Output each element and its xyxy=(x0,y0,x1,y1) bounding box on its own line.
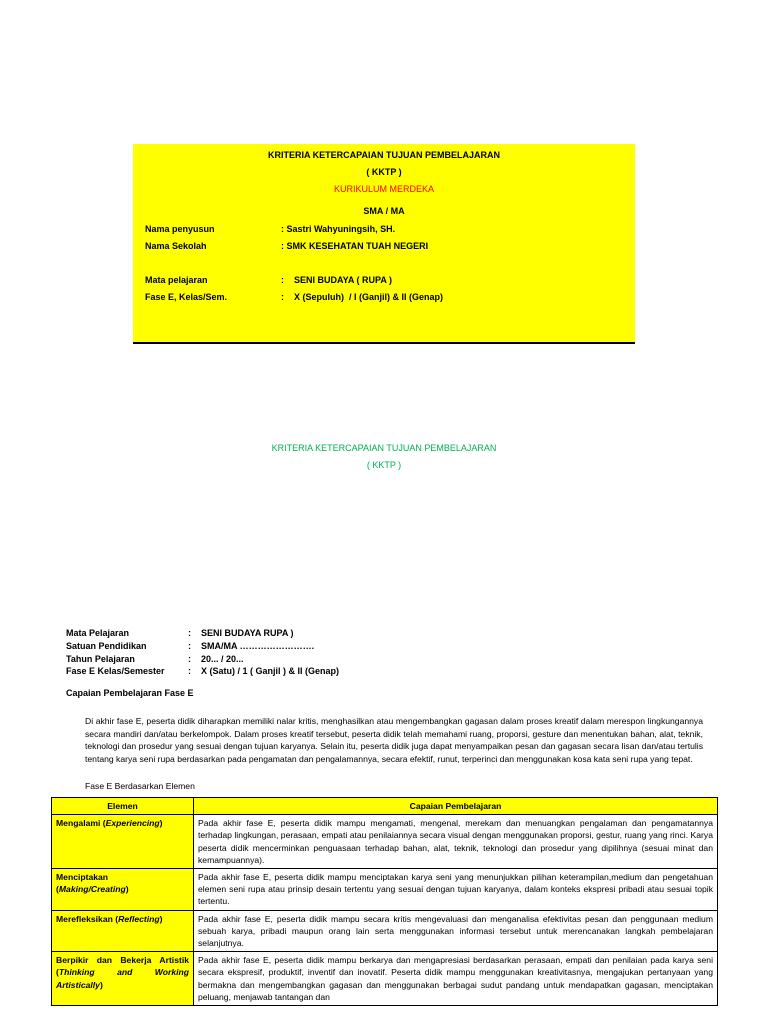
element-name: Mengalami xyxy=(56,818,101,829)
achievement-cell: Pada akhir fase E, peserta didik mampu menciptakan karya seni yang menunjukkan pilihan keterampilan,medium dan pengetahuan elemen seni rupa atau prinsip desain tertentu yang sesuai dengan tujuan karyanya, dalam konteks ekspresi pribadi atau sesuai topik tertentu. xyxy=(194,869,718,911)
table-row xyxy=(52,815,718,869)
meta-key: Fase E Kelas/Semester xyxy=(66,666,165,676)
capaian-subheading: Fase E Berdasarkan Elemen xyxy=(85,781,195,791)
meta-key: Satuan Pendidikan xyxy=(66,641,147,651)
table-header-row xyxy=(52,798,718,815)
section-abbr: ( KKTP ) xyxy=(366,460,402,470)
cover-subject-label: Mata pelajaran xyxy=(145,275,208,285)
page-bottom-mask xyxy=(0,1012,768,1024)
cover-phase-value: : X (Sepuluh) / I (Ganjil) & II (Genap) xyxy=(281,292,443,302)
cover-abbr: ( KKTP ) xyxy=(366,167,402,177)
element-cell: Berpikir dan Bekerja Artistik (Thinking and Working Artistically) xyxy=(52,952,194,1006)
element-cell: Merefleksikan (Reflecting) xyxy=(52,910,194,952)
meta-sep: : xyxy=(188,628,191,638)
cover-level: SMA / MA xyxy=(363,206,405,216)
meta-value: 20... / 20... xyxy=(201,654,244,664)
element-cell: Mengalami (Experiencing) xyxy=(52,815,194,869)
element-name: Merefleksikan xyxy=(56,913,113,924)
element-name-en: Making/Creating xyxy=(58,884,126,895)
cover-phase-label: Fase E, Kelas/Sem. xyxy=(145,292,228,302)
cover-school-label: Nama Sekolah xyxy=(145,241,207,251)
meta-value: X (Satu) / 1 ( Ganjil ) & II (Genap) xyxy=(201,666,340,676)
section-title: KRITERIA KETERCAPAIAN TUJUAN PEMBELAJARAN xyxy=(271,443,497,453)
cover-curriculum: KURIKULUM MERDEKA xyxy=(333,184,434,194)
element-cell: Menciptakan (Making/Creating) xyxy=(52,869,194,911)
cover-author-label: Nama penyusun xyxy=(145,224,215,234)
element-name-en: Thinking and Working Artistically xyxy=(56,967,189,990)
element-name: Berpikir dan Bekerja Artistik xyxy=(56,955,189,966)
meta-value: SENI BUDAYA RUPA ) xyxy=(201,628,294,638)
element-name: Menciptakan xyxy=(56,872,109,883)
table-row xyxy=(52,952,718,1006)
meta-key: Mata Pelajaran xyxy=(66,628,130,638)
cover-box xyxy=(133,144,635,344)
achievement-cell: Pada akhir fase E, peserta didik mampu mengamati, mengenal, merekam dan menuangkan pengalaman dan pengamatannya terhadap lingkungan, perasaan, empati atau penilaiannya secara visual dengan menggunakan proporsi, gestur, ruang yang rinci. Karya peserta didik mencerminkan penguasaan terhadap bahan, alat, teknik, teknologi dan prosedur yang dipilihnya (sesuai minat dan kemampuannya). xyxy=(194,815,718,869)
header-element: Elemen xyxy=(52,798,194,815)
capaian-paragraph: Di akhir fase E, peserta didik diharapkan memiliki nalar kritis, menghasilkan atau mengembangkan gagasan dalam proses kreatif dalam merespon lingkungannya secara mandiri dan/atau berkelompok. Dalam proses kreatif tersebut, peserta didik telah memahami ruang, proporsi, gesture dan menentukan bahan, alat, teknik, teknologi dan prosedur yang sesuai dengan tujuan karyanya. Selain itu, peserta didik juga dapat menyampaikan pesan dan gagasan secara lisan dan/atau tertulis tentang karya seni rupa berdasarkan pada pengamatan dan pengalamannya, secara efektif, runut, terperinci dan menggunakan kosa kata seni rupa yang tepat. xyxy=(85,716,703,765)
table-row xyxy=(52,910,718,952)
meta-key: Tahun Pelajaran xyxy=(66,654,135,664)
header-achievement: Capaian Pembelajaran xyxy=(194,798,718,815)
cover-subject-value: : SENI BUDAYA ( RUPA ) xyxy=(281,275,393,285)
achievement-cell: Pada akhir fase E, peserta didik mampu berkarya dan mengapresiasi berdasarkan perasaan, empati dan penilaian pada karya seni secara ekspresif, produktif, inventif dan inovatif. Peserta didik mampu menggunakan kreativitasnya, mengajukan pertanyaan yang bermakna dan mengembangkan gagasan dan menggunakan berbagai sudut pandang untuk mendapatkan gagasan, menciptakan peluang, menjawab tantangan dan xyxy=(194,952,718,1006)
capaian-heading: Capaian Pembelajaran Fase E xyxy=(66,688,194,698)
cover-title: KRITERIA KETERCAPAIAN TUJUAN PEMBELAJARAN xyxy=(267,150,500,160)
element-name-en: Reflecting xyxy=(118,913,160,924)
element-name-en: Experiencing xyxy=(105,818,160,829)
cover-author-value: : Sastri Wahyuningsih, SH. xyxy=(281,224,396,234)
table-row xyxy=(52,869,718,911)
meta-sep: : xyxy=(188,654,191,664)
meta-sep: : xyxy=(188,641,191,651)
achievement-cell: Pada akhir fase E, peserta didik mampu secara kritis mengevaluasi dan menganalisa efektivitas pesan dan penggunaan medium sebuah karya, pribadi maupun orang lain serta menggunakan informasi tersebut untuk merencanakan langkah pembelajaran selanjutnya. xyxy=(194,910,718,952)
meta-value: SMA/MA ……………………. xyxy=(201,641,315,651)
meta-sep: : xyxy=(188,666,191,676)
elements-table xyxy=(51,797,718,1006)
cover-school-value: : SMK KESEHATAN TUAH NEGERI xyxy=(281,241,429,251)
